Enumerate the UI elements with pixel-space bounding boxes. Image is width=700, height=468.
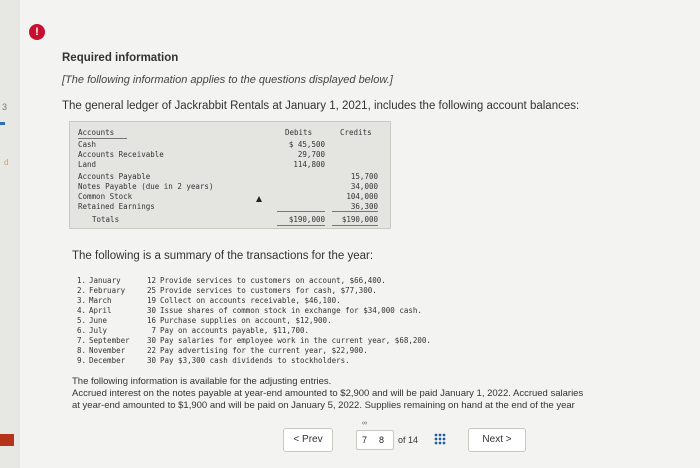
ledger-debit: $ 45,500 <box>288 140 325 149</box>
ledger-credit: 104,000 <box>346 192 378 201</box>
ledger-account: Common Stock <box>78 192 133 201</box>
side-badge <box>0 434 14 446</box>
credit-total-rule <box>332 211 378 212</box>
side-marker-d: d <box>4 158 9 167</box>
credit-double-rule <box>332 225 378 226</box>
page-total: of 14 <box>398 435 419 445</box>
ledger-intro: The general ledger of Jackrabbit Rentals at January 1, 2021, includes the following account balances: <box>62 100 580 112</box>
next-button[interactable]: Next > <box>468 428 526 452</box>
prev-button[interactable]: < Prev <box>283 428 333 452</box>
transaction-row: 4. April 30 Issue shares of common stock in exchange for $34,000 cash. <box>77 306 422 315</box>
ledger-account: Notes Payable (due in 2 years) <box>78 182 214 191</box>
ledger-header-credits: Credits <box>340 128 372 137</box>
ledger-debit: 114,800 <box>293 160 325 169</box>
transaction-row: 1. January 12 Provide services to customers on account, $66,400. <box>77 276 386 285</box>
ledger-totals-label: Totals <box>92 215 120 224</box>
transaction-row: 8. November 22 Pay advertising for the current year, $22,900. <box>77 346 368 355</box>
ledger-total-credit: $190,000 <box>341 215 378 224</box>
page-selector[interactable] <box>356 430 394 450</box>
transaction-row: 6. July 7 Pay on accounts payable, $11,700. <box>77 326 310 335</box>
ledger-account: Land <box>78 160 97 169</box>
ledger-account: Retained Earnings <box>78 202 155 211</box>
ledger-debit: 29,700 <box>297 150 325 159</box>
ledger-header-accounts: Accounts <box>78 128 115 137</box>
transaction-row: 5. June 16 Purchase supplies on account, $12,900. <box>77 316 332 325</box>
adjusting-intro: The following information is available for the adjusting entries. <box>72 376 332 387</box>
transaction-row: 7. September 30 Pay salaries for employee work in the current year, $68,200. <box>77 336 431 345</box>
ledger-account: Cash <box>78 140 97 149</box>
side-marker: 3 <box>2 102 8 112</box>
ledger-header-debits: Debits <box>285 128 313 137</box>
ledger-credit: 34,000 <box>350 182 378 191</box>
transaction-row: 9. December 30 Pay $3,300 cash dividends to stockholders. <box>77 356 350 365</box>
transaction-row: 2. February 25 Provide services to customers for cash, $77,300. <box>77 286 377 295</box>
page-number-current[interactable]: 8 <box>379 435 385 445</box>
link-icon: ∞ <box>362 420 367 427</box>
required-information-heading: Required information <box>62 52 179 64</box>
ledger-total-debit: $190,000 <box>288 215 325 224</box>
ledger-account: Accounts Payable <box>78 172 151 181</box>
debit-double-rule <box>277 225 325 226</box>
transactions-heading: The following is a summary of the transactions for the year: <box>72 250 374 262</box>
adjusting-detail-line: at year-end amounted to $1,900 and will be paid on January 5, 2022. Supplies remaining on hand at the end of the year <box>72 400 575 411</box>
grid-icon[interactable] <box>434 433 446 445</box>
page-number-prev[interactable]: 7 <box>362 435 368 445</box>
left-side-strip <box>0 0 20 468</box>
side-indicator <box>0 122 5 125</box>
ledger-account: Accounts Receivable <box>78 150 164 159</box>
applies-note: [The following information applies to the questions displayed below.] <box>62 74 393 86</box>
ledger-credit: 36,300 <box>350 202 378 211</box>
adjusting-detail-line: Accrued interest on the notes payable at year-end amounted to $2,900 and will be paid January 1, 2022. Accrued salaries <box>72 388 584 399</box>
debit-total-rule <box>277 211 325 212</box>
alert-icon: ! <box>29 24 45 40</box>
ledger-table <box>69 121 391 229</box>
transaction-row: 3. March 19 Collect on accounts receivable, $46,100. <box>77 296 341 305</box>
ledger-credit: 15,700 <box>350 172 378 181</box>
mouse-cursor-icon <box>256 196 262 202</box>
